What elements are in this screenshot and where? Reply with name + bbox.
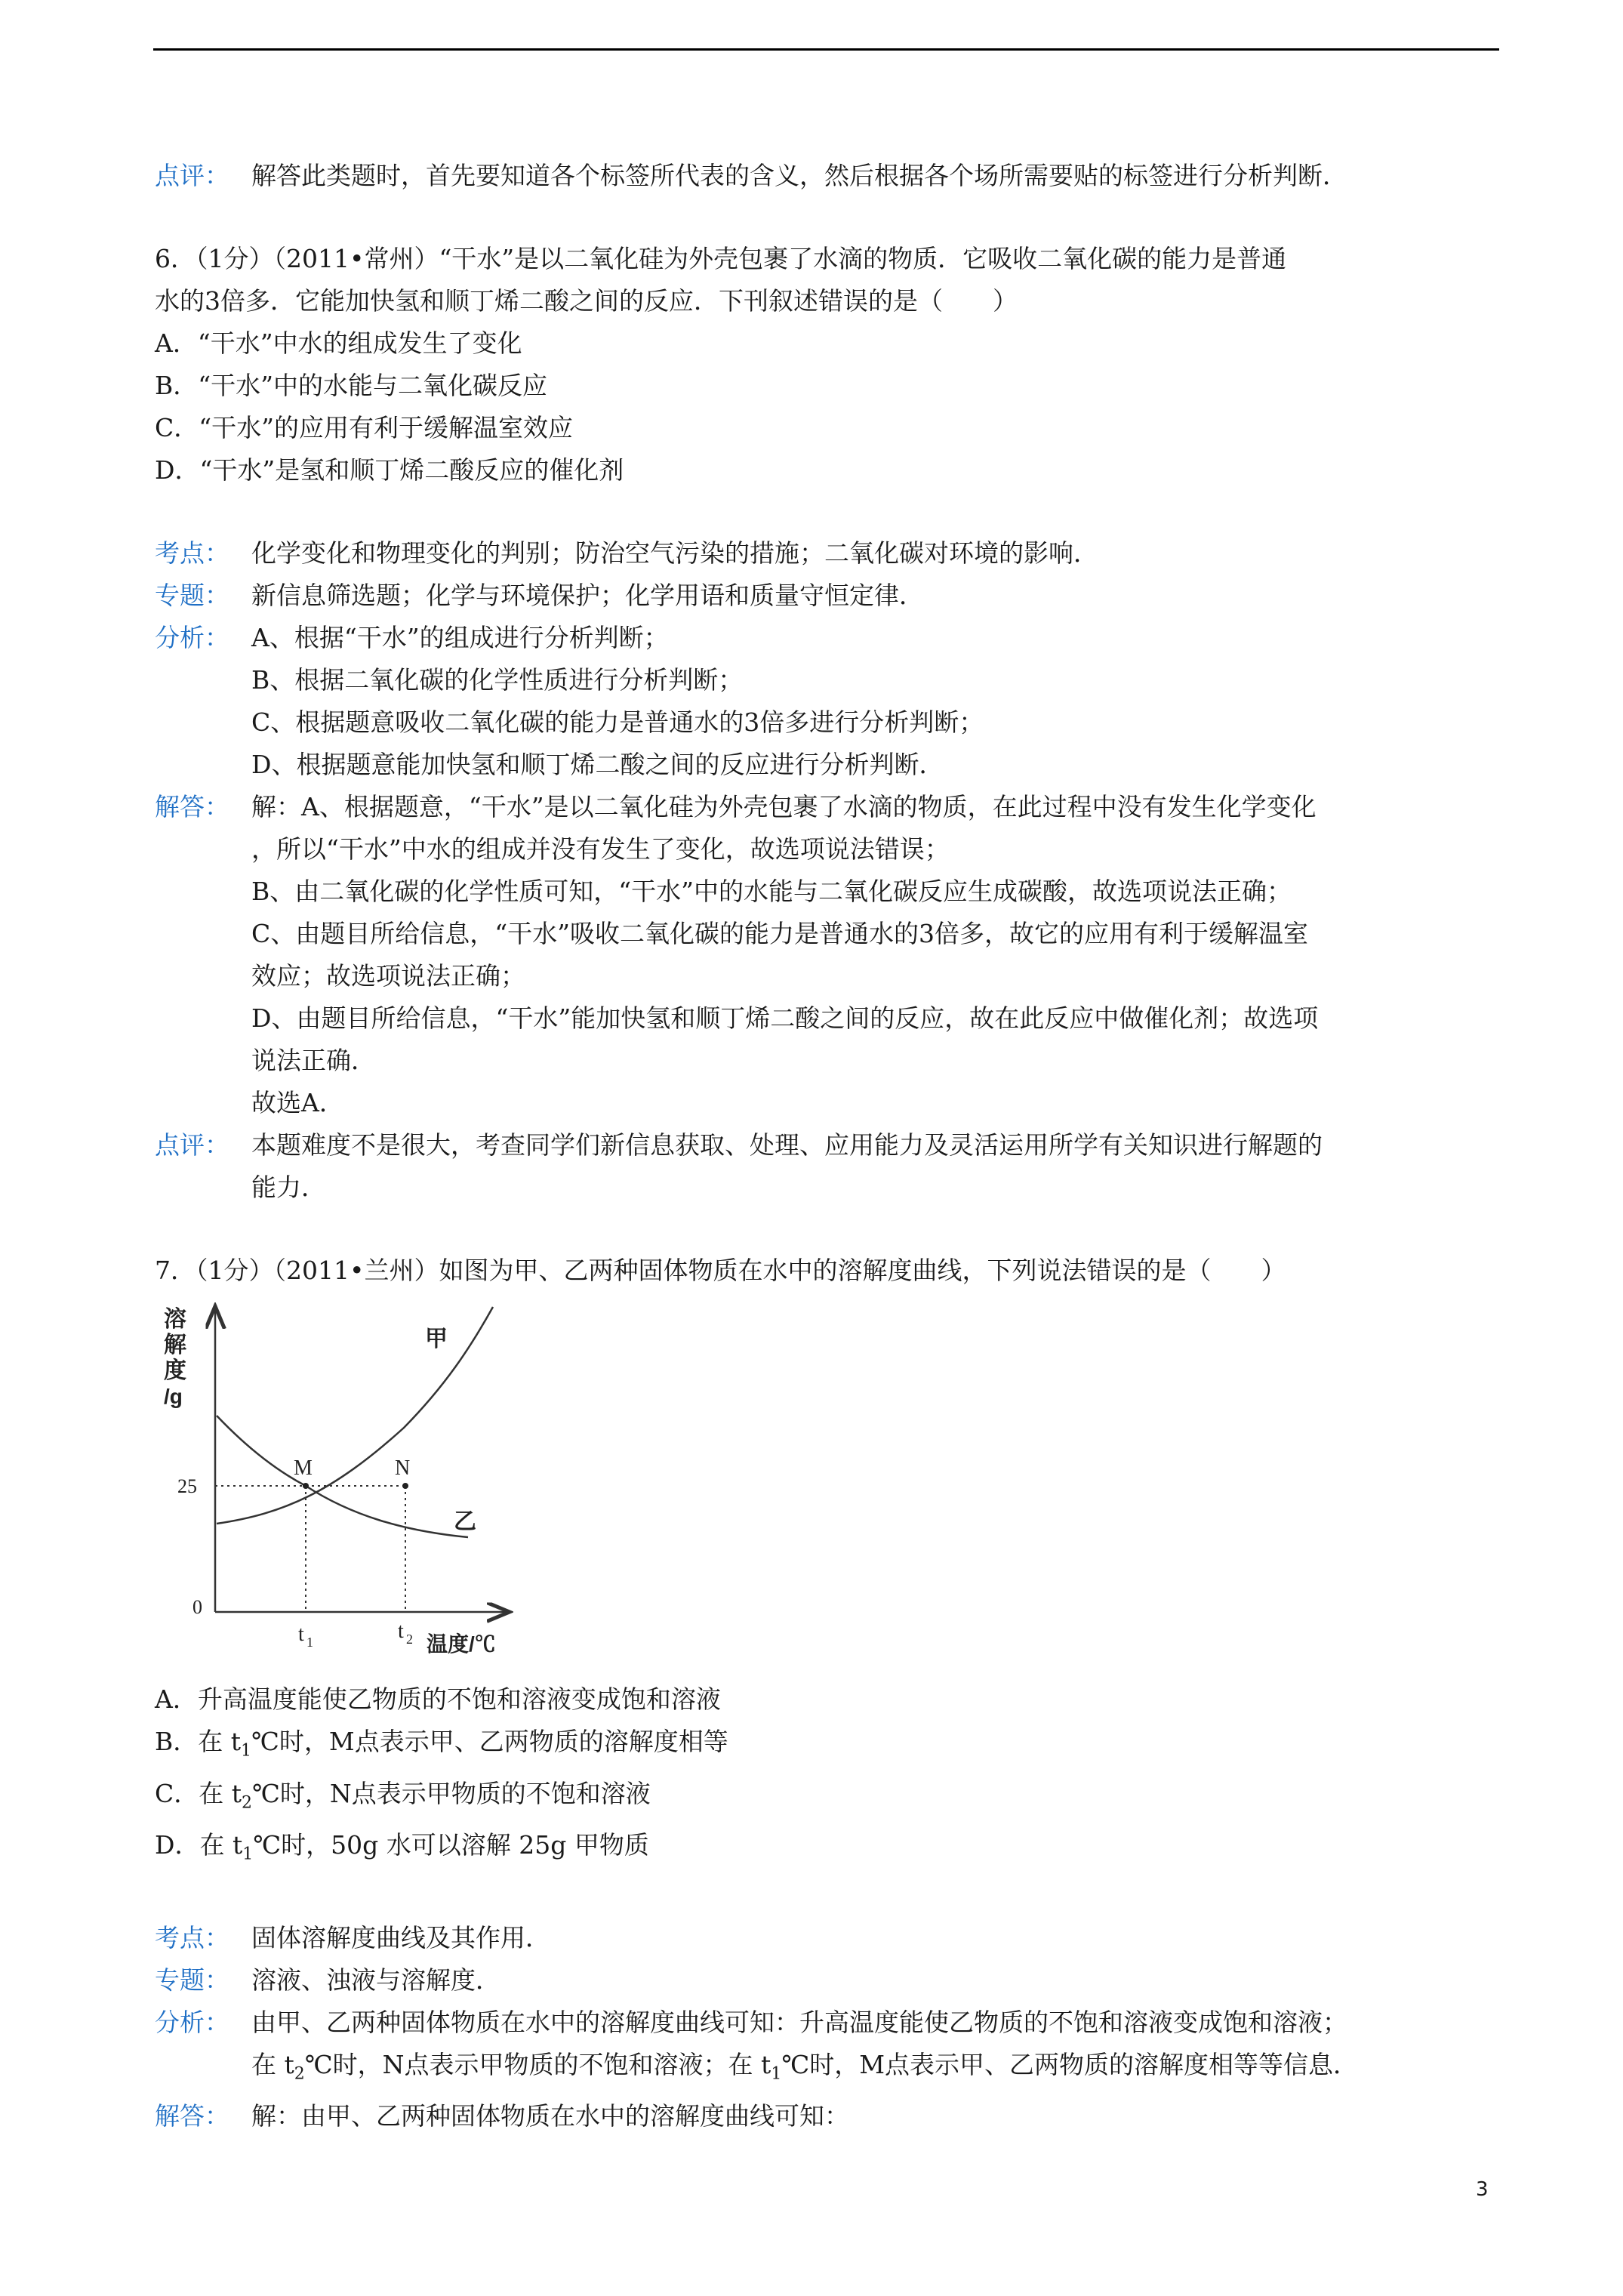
q7-fenxi-line-1: 由甲、乙两种固体物质在水中的溶解度曲线可知：升高温度能使乙物质的不饱和溶液变成饱和溶液； [251,2007,1347,2037]
point-m-dot [303,1483,309,1489]
q6-jieda-line-1: 解：A、根据题意，“干水”是以二氧化硅为外壳包裹了水滴的物质，在此过程中没有发生化学变化 [251,792,1317,821]
q6-option-a: A．“干水”中水的组成发生了变化 [155,328,522,358]
q7-option-c [155,1773,1502,1825]
q7-option-d [155,1824,1502,1876]
q6-jieda-line-2: ，所以“干水”中水的组成并没有发生了变化，故选项说法错误； [251,834,950,864]
q7-option-c-post: ℃时，N点表示甲物质的不饱和溶液 [252,1778,651,1808]
question-6 [155,238,1502,1209]
q7-option-d-sub: 1 [242,1845,254,1864]
q7-fenxi-line-2 [155,2044,1502,2096]
t1-sub: 1 [306,1635,313,1650]
prev-comment-text: 解答此类题时，首先要知道各个标签所代表的含义，然后根据各个场所需要贴的标签进行分析判断． [251,161,1347,190]
q6-jieda-line-4: C、由题目所给信息，“干水”吸收二氧化碳的能力是普通水的3倍多，故它的应用有利于缓解温室 [251,919,1308,948]
q7-fenxi-2-mid: ℃时，N点表示甲物质的不饱和溶液；在 t [304,2049,771,2079]
label-zhuanti-q7: 专题： [155,1965,229,1995]
y-label-char-2: 解 [164,1333,186,1358]
label-jieda-q7: 解答： [155,2101,229,2131]
q7-kaodian [155,1917,1502,1959]
q6-dianping [155,1124,1502,1166]
curve-jia-label: 甲 [425,1327,448,1351]
q7-fenxi-2-post: ℃时，M点表示甲、乙两物质的溶解度相等等信息． [781,2049,1359,2079]
label-fenxi-q7: 分析： [155,2007,229,2037]
q6-stem-line-1: 6．（1分）（2011•常州）“干水”是以二氧化硅为外壳包裹了水滴的物质．它吸收二氧化碳的能力是普通 [155,244,1287,273]
page-number: 3 [1476,2178,1489,2201]
q6-zhuanti-text: 新信息筛选题；化学与环境保护；化学用语和质量守恒定律． [251,581,924,610]
point-m-label: M [294,1456,313,1480]
t2-label: t [398,1620,404,1643]
q6-kaodian [155,532,1502,575]
q6-jieda-line-3: B、由二氧化碳的化学性质可知，“干水”中的水能与二氧化碳反应生成碳酸，故选项说法正确； [251,877,1292,906]
q6-dianping-line-2: 能力． [251,1173,326,1202]
q7-option-a: A．升高温度能使乙物质的不饱和溶液变成饱和溶液 [155,1684,721,1714]
q6-option-b: B．“干水”中的水能与二氧化碳反应 [155,371,547,400]
q6-fenxi-line-4: D、根据题意能加快氢和顺丁烯二酸之间的反应进行分析判断． [251,750,944,779]
q6-fenxi-line-3: C、根据题意吸收二氧化碳的能力是普通水的3倍多进行分析判断； [251,707,984,737]
q7-fenxi-2-pre: 在 t [251,2049,294,2079]
point-n-label: N [395,1456,411,1480]
q7-option-b-pre: B．在 t [155,1727,242,1756]
q6-jieda-line-5: 效应；故选项说法正确； [251,961,525,991]
label-zhuanti: 专题： [155,581,229,610]
y-tick-25: 25 [177,1475,197,1497]
q6-option-c: C．“干水”的应用有利于缓解温室效应 [155,413,573,442]
q6-jieda-line-6: D、由题目所给信息，“干水”能加快氢和顺丁烯二酸之间的反应，故在此反应中做催化剂；故选项 [251,1003,1319,1033]
q7-option-b-sub: 1 [241,1741,252,1761]
curve-yi-label: 乙 [454,1509,476,1534]
label-kaodian: 考点： [155,538,229,568]
q6-fenxi-line-2: B、根据二氧化碳的化学性质进行分析判断； [251,665,744,695]
q7-zhuanti [155,1959,1502,2002]
q7-option-c-pre: C．在 t [155,1778,242,1808]
q7-kaodian-text: 固体溶解度曲线及其作用． [251,1922,550,1952]
q7-fenxi-2-sub2: 1 [771,2064,782,2084]
t1-label: t [298,1623,304,1646]
q6-option-d: D．“干水”是氢和顺丁烯二酸反应的催化剂 [155,455,624,485]
t2-sub: 2 [406,1632,413,1647]
q6-jieda [155,786,1502,828]
curve-jia-line [217,1307,493,1524]
q6-jieda-line-8: 故选A． [251,1088,344,1117]
y-label-char-3: 度 [164,1358,186,1383]
label-fenxi: 分析： [155,623,229,652]
q6-fenxi [155,617,1502,659]
origin-label: 0 [192,1596,202,1618]
q6-jieda-line-7: 说法正确． [251,1046,376,1075]
y-label-char-4: /g [164,1385,183,1408]
q7-option-d-post: ℃时，50g 水可以溶解 25g 甲物质 [253,1830,649,1860]
point-n-dot [402,1483,408,1489]
q6-zhuanti [155,575,1502,617]
x-axis-label: 温度/℃ [427,1632,496,1656]
question-7 [155,1250,1502,2137]
q7-fenxi-2-sub1: 2 [294,2064,305,2084]
q7-zhuanti-text: 溶液、浊液与溶解度． [251,1965,500,1995]
q6-kaodian-text: 化学变化和物理变化的判别；防治空气污染的措施；二氧化碳对环境的影响． [251,538,1098,568]
page-content [155,155,1502,2137]
label-dianping: 点评： [155,161,229,190]
q6-fenxi-line-1: A、根据“干水”的组成进行分析判断； [251,623,669,652]
q6-dianping-line-1: 本题难度不是很大，考查同学们新信息获取、处理、应用能力及灵活运用所学有关知识进行解题的 [251,1130,1323,1160]
q7-stem: 7．（1分）（2011•兰州）如图为甲、乙两种固体物质在水中的溶解度曲线，下列说法错误的是（ ） [155,1256,1286,1285]
label-kaodian-q7: 考点： [155,1922,229,1952]
q7-option-c-sub: 2 [242,1793,253,1813]
q7-option-d-pre: D．在 t [155,1830,243,1860]
y-label-char-1: 溶 [164,1307,186,1332]
header-rule [153,48,1499,51]
q7-jieda [155,2095,1502,2137]
solubility-curve-figure [155,1302,547,1665]
q7-option-b [155,1721,1502,1773]
label-jieda: 解答： [155,792,229,821]
label-dianping-q6: 点评： [155,1130,229,1160]
q7-fenxi [155,2002,1502,2044]
prev-comment [155,155,1502,197]
q6-stem-line-2: 水的3倍多．它能加快氢和顺丁烯二酸之间的反应．下刊叙述错误的是（ ） [155,286,1018,316]
q7-option-b-post: ℃时，M点表示甲、乙两物质的溶解度相等 [251,1727,728,1756]
solubility-curve-svg [155,1302,547,1665]
q7-jieda-text: 解：由甲、乙两种固体物质在水中的溶解度曲线可知： [251,2101,849,2131]
